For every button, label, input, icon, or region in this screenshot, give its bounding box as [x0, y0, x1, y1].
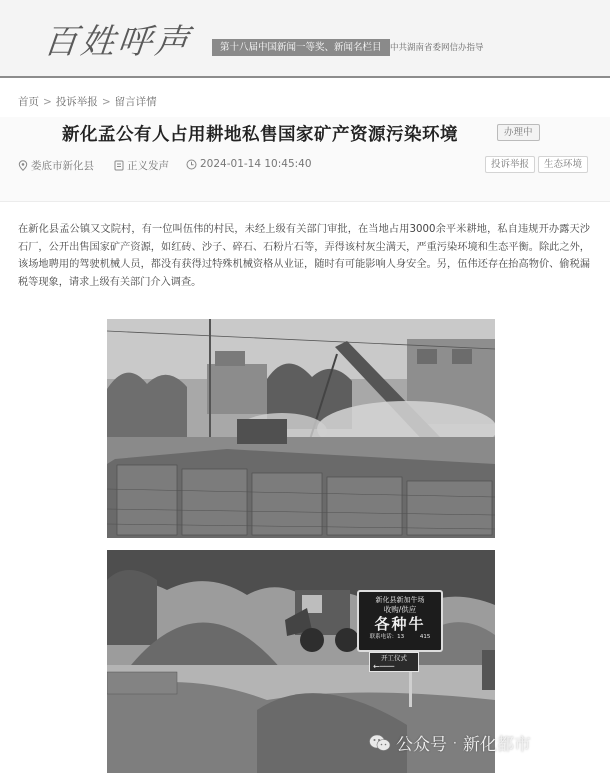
guide-text: 中共湖南省委网信办指导 [390, 43, 484, 53]
breadcrumb-separator: > [43, 96, 52, 108]
sign-phone-suffix: 415 [419, 634, 431, 640]
arrow-icon: ←─── [373, 662, 395, 671]
tag-complaint[interactable]: 投诉举报 [485, 156, 535, 173]
user-icon [114, 160, 124, 171]
watermark-prefix: 公众号 [396, 735, 447, 755]
breadcrumb-complaints[interactable]: 投诉举报 [55, 96, 98, 108]
sign-phone-prefix: 联系电话：13 [369, 634, 405, 640]
meta-datetime [186, 158, 312, 170]
breadcrumb-separator: > [101, 96, 111, 108]
award-banner: 第十八届中国新闻一等奖、新闻名栏目 [212, 39, 390, 56]
livestock-sign [357, 590, 443, 652]
location-icon [18, 160, 28, 171]
sign-line3: 各种牛 [374, 615, 426, 633]
breadcrumb [18, 94, 157, 109]
meta-author [114, 158, 169, 173]
article-photo-brickyard [107, 319, 495, 538]
watermark-separator: · [453, 735, 457, 750]
meta-datetime-text: 2024-01-14 10:45:40 [200, 158, 312, 170]
sign-line1: 新化县新加牛场 [375, 596, 425, 604]
status-badge: 办理中 [497, 124, 540, 141]
breadcrumb-home[interactable]: 首页 [18, 96, 39, 108]
meta-author-text: 正义发声 [127, 160, 169, 172]
watermark-name: 新化都市 [462, 735, 531, 755]
arrow-sign-text: 开工仪式 [381, 654, 407, 662]
clock-icon [186, 159, 197, 170]
sign-line2: 收购/供应 [383, 605, 417, 614]
meta-location-text: 娄底市新化县 [31, 160, 94, 172]
breadcrumb-current: 留言详情 [114, 96, 157, 108]
meta-location [18, 158, 94, 173]
article-title: 新化孟公有人占用耕地私售国家矿产资源污染环境 [62, 125, 458, 145]
article-body: 在新化县孟公镇又文院村，有一位叫伍伟的村民，未经上级有关部门审批，在当地占用3000余平米耕地，私自违规开办露天沙石厂，公开出售国家矿产资源，如红砖、沙子、碎石、石粉片石等，弄得该村灰尘满天，严重污染环境和生态平衡。除此之外，该场地聘用的驾驶机械人员，都没有获得过特殊机械资格从业证，随时有可能影响人身安全。另，伍伟还存在抬高物价、偷税漏税等现象，请求上级有关部门介入调查。 [18, 224, 590, 288]
watermark [369, 730, 531, 755]
site-header [0, 0, 610, 78]
wechat-icon [369, 734, 391, 752]
sign-line4 [359, 633, 441, 641]
arrow-sign [369, 652, 419, 672]
tag-ecology[interactable]: 生态环境 [538, 156, 588, 173]
site-logo[interactable]: 百姓呼声 [41, 22, 194, 62]
